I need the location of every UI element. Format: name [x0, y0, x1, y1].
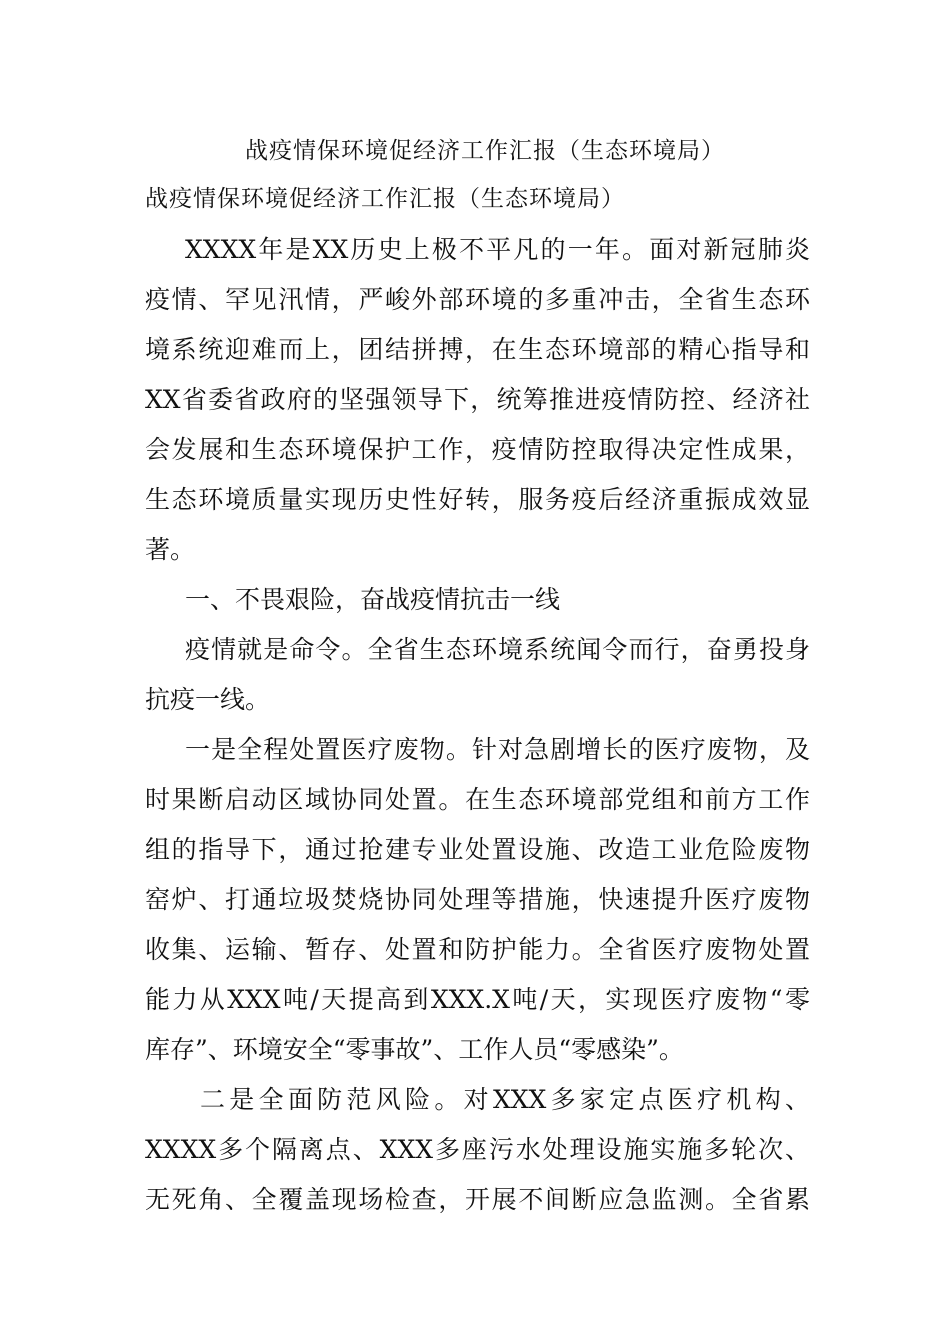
- section-heading: 一、不畏艰险，奋战疫情抗击一线: [185, 585, 561, 614]
- document-title: 战疫情保环境促经济工作汇报（生态环境局）: [245, 138, 725, 164]
- paragraph-line: 疫情就是命令。全省生态环境系统闻令而行，奋勇投身: [185, 635, 810, 664]
- document-subtitle: 战疫情保环境促经济工作汇报（生态环境局）: [145, 186, 625, 212]
- paragraph-line: XX省委省政府的坚强领导下，统筹推进疫情防控、经济社: [145, 385, 810, 414]
- paragraph-line: 会发展和生态环境保护工作，疫情防控取得决定性成果，: [145, 435, 810, 464]
- paragraph-line: 窑炉、打通垃圾焚烧协同处理等措施，快速提升医疗废物: [145, 885, 810, 914]
- paragraph-line: XXXX多个隔离点、XXX多座污水处理设施实施多轮次、: [145, 1135, 810, 1164]
- paragraph-line: 收集、运输、暂存、处置和防护能力。全省医疗废物处置: [145, 935, 810, 964]
- paragraph-line: 组的指导下，通过抢建专业处置设施、改造工业危险废物: [145, 835, 810, 864]
- paragraph-line: 抗疫一线。: [145, 685, 271, 714]
- paragraph-line: 库存”、环境安全“零事故”、工作人员“零感染”。: [145, 1035, 684, 1064]
- paragraph-line: 境系统迎难而上，团结拼搏，在生态环境部的精心指导和: [145, 335, 810, 364]
- paragraph-line: XXXX年是XX历史上极不平凡的一年。面对新冠肺炎: [185, 235, 810, 264]
- paragraph-line: 时果断启动区域协同处置。在生态环境部党组和前方工作: [145, 785, 810, 814]
- paragraph-line: 二是全面防范风险。对XXX多家定点医疗机构、: [200, 1085, 810, 1114]
- paragraph-line: 疫情、罕见汛情，严峻外部环境的多重冲击，全省生态环: [145, 285, 810, 314]
- paragraph-line: 生态环境质量实现历史性好转，服务疫后经济重振成效显: [145, 485, 810, 514]
- paragraph-line: 一是全程处置医疗废物。针对急剧增长的医疗废物，及: [185, 735, 810, 764]
- paragraph-line: 能力从XXX吨/天提高到XXX.X吨/天，实现医疗废物“零: [145, 985, 810, 1014]
- paragraph-line: 著。: [145, 535, 196, 564]
- paragraph-line: 无死角、全覆盖现场检查，开展不间断应急监测。全省累: [145, 1185, 810, 1214]
